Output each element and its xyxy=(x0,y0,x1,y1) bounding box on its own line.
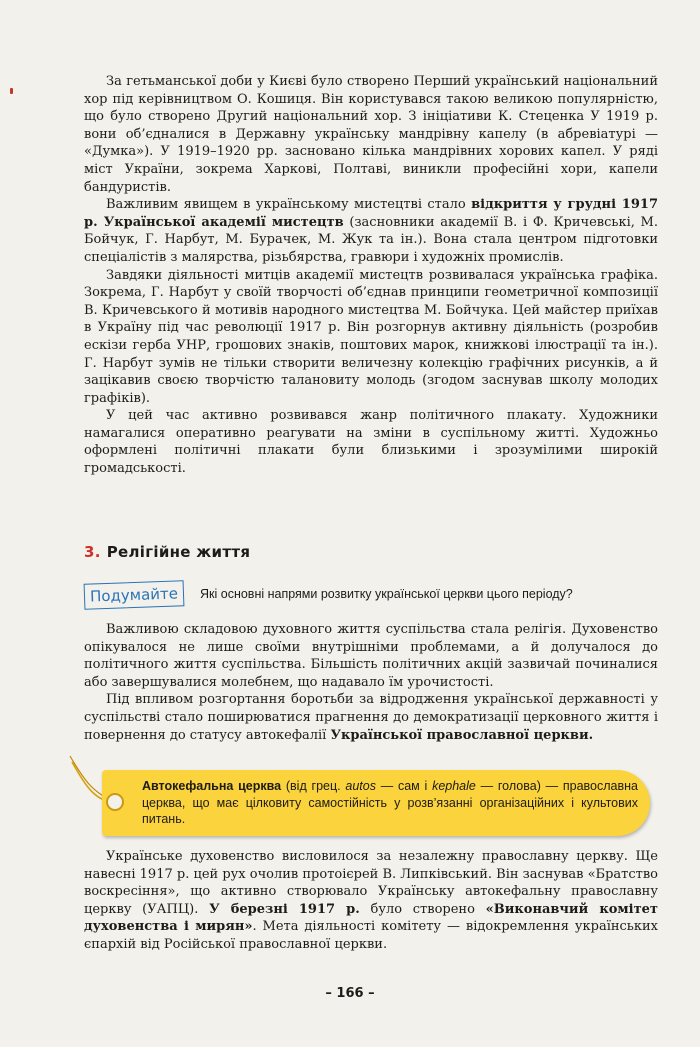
bold-phrase: Автокефальна церква xyxy=(142,779,282,793)
paragraph xyxy=(84,691,658,744)
text-run: У цей час активно розвивався жанр політичного плакату. Художники намагалися оперативно реагувати на зміни в суспільному житті. Художньо оформлені політичні плакати були близькими і зрозумілими широкій громадськості. xyxy=(84,408,658,477)
text-run: — сам і xyxy=(375,779,433,793)
think-question: Які основні напрями розвитку української церкви цього періоду? xyxy=(200,587,573,601)
paragraph xyxy=(84,621,658,691)
page-number: – 166 – xyxy=(325,986,375,1001)
definition-text xyxy=(142,778,638,828)
text-run: Важливою складовою духовного життя суспільства стала релігія. Духовенство опікувалося не лише своїми внутрішніми проблемами, а й долучалося до політичного життя суспільства. Більшість політичних акцій зазвичай починалися або завершувалися молебнем, що надавало їм урочистості. xyxy=(84,622,658,690)
paragraph xyxy=(84,73,658,196)
text-block-religion xyxy=(84,621,658,744)
text-run: Під впливом розгортання боротьби за відродження української державності у суспільстві стало поширюватися прагнення до демократизації церковного життя і повернення до статусу автокефалії xyxy=(84,692,658,743)
text-block-uapc xyxy=(84,848,658,954)
text-run: Українське духовенство висловилося за незалежну православну церкву. Ще навесні 1917 р. цей рух очолив протоієрей В. Липківський. Він заснував «Братство воскресіння», що активно створювало Українську автокефальну православну церкву (УАПЦ). xyxy=(84,849,658,917)
italic-phrase: autos xyxy=(345,779,376,793)
paragraph xyxy=(84,267,658,408)
think-prompt xyxy=(84,582,664,612)
paragraph xyxy=(84,848,658,954)
text-run: Важливим явищем в українському мистецтві стало xyxy=(106,197,472,213)
italic-phrase: kephale xyxy=(432,779,476,793)
think-badge: Подумайте xyxy=(84,580,185,609)
text-run: — голова) — православна церква, що має цілковиту самостійність у розв’язанні організаційних і культових питань. xyxy=(142,779,638,826)
text-run: За гетьманської доби у Києві було створено Перший український національний хор під керівництвом О. Кошиця. Він користувався такою великою популярністю, що було створено Другий національний хор. З ініціативи К. Стеценка У 1919 р. вони об’єдналися в Державну українську мандрівну капелу (в абревіатурі — «Думка»). У 1919–1920 рр. засновано кілька мандрівних хорових капел. У ряді міст України, зокрема Харкові, Полтаві, виникли професійні хори, капели бандуристів. xyxy=(84,74,658,195)
tag-hole-icon xyxy=(106,793,124,811)
text-run: (засновники академії В. і Ф. Кричевські, М. Бойчук, Г. Нарбут, М. Бурачек, М. Жук та ін.). Вона стала центром підготовки спеціалістів з малярства, різьбярства, гравюри і художніх промислів. xyxy=(84,214,659,265)
section-heading xyxy=(84,543,250,561)
text-run: . Мета діяльності комітету — відокремлення українських єпархій від Російської православної церкви. xyxy=(84,919,658,952)
bold-phrase: У березні 1917 р. xyxy=(209,901,360,917)
bold-phrase: Української православної церкви. xyxy=(330,727,594,743)
bold-phrase: «Виконавчий комітет духовенства і мирян» xyxy=(84,901,658,935)
page-edge-mark xyxy=(10,88,13,94)
text-run: (від грец. xyxy=(281,779,346,793)
bold-phrase: відкриття у грудні 1917 р. Української академії мистецтв xyxy=(84,197,658,230)
text-block-culture xyxy=(84,73,658,478)
definition-tag xyxy=(102,770,650,836)
text-run: Завдяки діяльності митців академії мистецтв розвивалася українська графіка. Зокрема, Г. Нарбут у своїй творчості об’єднав принципи геометричної композиції В. Кричевського й мотивів народного мистецтва М. Бойчука. Цей майстер приїхав в Україну під час революції 1917 р. Він розгорнув активну діяльність (розробив ескізи герба УНР, грошових знаків, поштових марок, книжкові ілюстрації та ін.). Г. Нарбут зумів не тільки створити величезну колекцію графічних рисунків, а й зацікавив своєю творчістю талановиту молодь (згодом заснував школу молодих графіків). xyxy=(84,267,658,406)
section-number: 3. xyxy=(84,543,101,561)
text-run: було створено xyxy=(359,901,486,917)
paragraph xyxy=(84,407,658,477)
section-title: Релігійне життя xyxy=(106,543,251,561)
paragraph xyxy=(84,196,658,266)
